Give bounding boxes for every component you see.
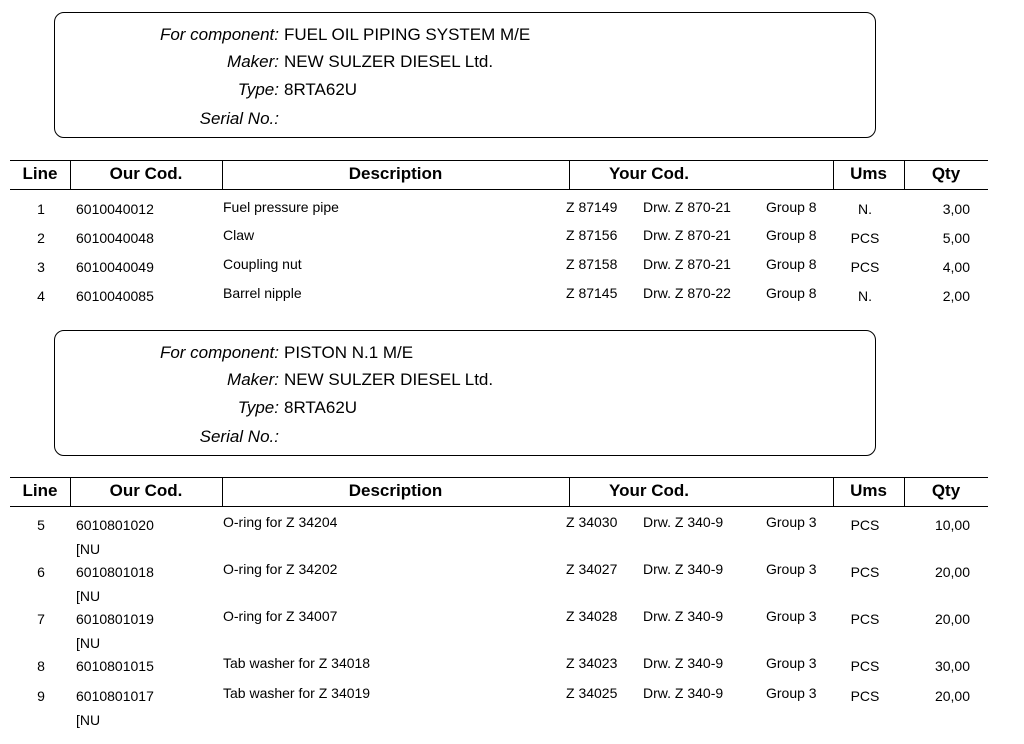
type-label: Type: xyxy=(237,80,279,99)
row-drawing: Drw. Z 870-21 xyxy=(643,199,731,215)
row-ums: PCS xyxy=(850,230,880,246)
row-our-cod: 6010801017 xyxy=(76,688,154,704)
row-description: Barrel nipple xyxy=(223,285,302,301)
row-line: 2 xyxy=(37,230,45,246)
row-ums: PCS xyxy=(850,658,880,674)
row-line: 7 xyxy=(37,611,45,627)
row-your-cod: Z 34028 xyxy=(566,608,618,624)
row-drawing: Drw. Z 340-9 xyxy=(643,514,724,530)
maker-value: NEW SULZER DIESEL Ltd. xyxy=(284,370,494,389)
row-ums: PCS xyxy=(850,259,880,275)
type-row xyxy=(55,80,877,109)
header-your-cod: Your Cod. xyxy=(609,481,689,500)
row-description: Coupling nut xyxy=(223,256,302,272)
table-header xyxy=(0,477,1024,507)
header-qty: Qty xyxy=(931,481,961,500)
row-drawing: Drw. Z 870-22 xyxy=(643,285,731,301)
row-drawing: Drw. Z 340-9 xyxy=(643,608,724,624)
header-our-cod: Our Cod. xyxy=(109,164,183,183)
row-group: Group 8 xyxy=(766,256,817,272)
component-box xyxy=(54,12,876,138)
row-our-cod: 6010801019 xyxy=(76,611,154,627)
row-our-cod: 6010040048 xyxy=(76,230,154,246)
row-line: 8 xyxy=(37,658,45,674)
type-value: 8RTA62U xyxy=(284,80,358,99)
row-drawing: Drw. Z 870-21 xyxy=(643,227,731,243)
table-row xyxy=(0,685,1024,728)
row-our-cod: 6010801020 xyxy=(76,517,154,533)
table-row xyxy=(0,561,1024,604)
header-line: Line xyxy=(22,164,58,183)
row-line: 4 xyxy=(37,288,45,304)
row-qty: 30,00 xyxy=(934,658,970,674)
row-qty: 20,00 xyxy=(934,611,970,627)
row-group: Group 3 xyxy=(766,608,817,624)
header-qty: Qty xyxy=(931,164,961,183)
row-our-cod: 6010801018 xyxy=(76,564,154,580)
row-your-cod: Z 34023 xyxy=(566,655,618,671)
header-ums: Ums xyxy=(850,481,887,500)
maker-row xyxy=(55,52,877,81)
row-qty: 4,00 xyxy=(942,259,970,275)
table-header xyxy=(0,160,1024,190)
row-your-cod: Z 87156 xyxy=(566,227,618,243)
row-line: 6 xyxy=(37,564,45,580)
table-row xyxy=(0,655,1024,688)
component-row xyxy=(55,25,877,54)
row-note: [NU xyxy=(76,635,101,651)
row-description: Claw xyxy=(223,227,255,243)
row-group: Group 3 xyxy=(766,685,817,701)
row-ums: PCS xyxy=(850,517,880,533)
row-line: 3 xyxy=(37,259,45,275)
row-your-cod: Z 34027 xyxy=(566,561,618,577)
for-component-value: FUEL OIL PIPING SYSTEM M/E xyxy=(284,25,531,44)
row-your-cod: Z 87149 xyxy=(566,199,618,215)
row-qty: 2,00 xyxy=(942,288,970,304)
type-row xyxy=(55,398,877,427)
row-our-cod: 6010040085 xyxy=(76,288,154,304)
type-value: 8RTA62U xyxy=(284,398,358,417)
header-your-cod: Your Cod. xyxy=(609,164,689,183)
row-ums: PCS xyxy=(850,611,880,627)
table-row xyxy=(0,256,1024,289)
row-drawing: Drw. Z 340-9 xyxy=(643,685,724,701)
row-our-cod: 6010040049 xyxy=(76,259,154,275)
header-description: Description xyxy=(348,164,443,183)
table-row xyxy=(0,514,1024,557)
row-description: O-ring for Z 34202 xyxy=(223,561,338,577)
row-note: [NU xyxy=(76,541,101,557)
row-note: [NU xyxy=(76,588,101,604)
row-ums: N. xyxy=(858,201,872,217)
row-ums: PCS xyxy=(850,688,880,704)
row-group: Group 3 xyxy=(766,514,817,530)
row-qty: 10,00 xyxy=(934,517,970,533)
row-ums: N. xyxy=(858,288,872,304)
row-line: 1 xyxy=(37,201,45,217)
maker-label: Maker: xyxy=(227,370,279,389)
row-group: Group 8 xyxy=(766,199,817,215)
row-qty: 20,00 xyxy=(934,564,970,580)
row-description: O-ring for Z 34204 xyxy=(223,514,338,530)
row-ums: PCS xyxy=(850,564,880,580)
serial-row xyxy=(55,427,877,456)
header-description: Description xyxy=(348,481,443,500)
header-our-cod: Our Cod. xyxy=(109,481,183,500)
row-group: Group 3 xyxy=(766,655,817,671)
row-your-cod: Z 34030 xyxy=(566,514,618,530)
component-box xyxy=(54,330,876,456)
header-ums: Ums xyxy=(850,164,887,183)
row-line: 5 xyxy=(37,517,45,533)
header-line: Line xyxy=(22,481,58,500)
for-component-label: For component: xyxy=(159,343,279,362)
row-description: Tab washer for Z 34018 xyxy=(223,655,371,671)
row-description: Tab washer for Z 34019 xyxy=(223,685,371,701)
row-your-cod: Z 34025 xyxy=(566,685,618,701)
row-drawing: Drw. Z 870-21 xyxy=(643,256,731,272)
maker-value: NEW SULZER DIESEL Ltd. xyxy=(284,52,494,71)
row-qty: 5,00 xyxy=(942,230,970,246)
row-description: O-ring for Z 34007 xyxy=(223,608,338,624)
maker-row xyxy=(55,370,877,399)
row-your-cod: Z 87158 xyxy=(566,256,618,272)
table-row xyxy=(0,201,1024,231)
serial-label: Serial No.: xyxy=(199,109,279,128)
row-note: [NU xyxy=(76,712,101,728)
type-label: Type: xyxy=(237,398,279,417)
maker-label: Maker: xyxy=(227,52,279,71)
row-description: Fuel pressure pipe xyxy=(223,199,339,215)
row-group: Group 8 xyxy=(766,227,817,243)
for-component-value: PISTON N.1 M/E xyxy=(284,343,414,362)
serial-row xyxy=(55,109,877,138)
row-group: Group 3 xyxy=(766,561,817,577)
row-drawing: Drw. Z 340-9 xyxy=(643,655,724,671)
row-your-cod: Z 87145 xyxy=(566,285,618,301)
row-qty: 20,00 xyxy=(934,688,970,704)
row-group: Group 8 xyxy=(766,285,817,301)
serial-label: Serial No.: xyxy=(199,427,279,446)
table-row xyxy=(0,227,1024,260)
row-our-cod: 6010801015 xyxy=(76,658,154,674)
table-row xyxy=(0,285,1024,318)
table-row xyxy=(0,608,1024,651)
row-our-cod: 6010040012 xyxy=(76,201,154,217)
row-qty: 3,00 xyxy=(942,201,970,217)
for-component-label: For component: xyxy=(159,25,279,44)
component-row xyxy=(55,343,877,372)
row-line: 9 xyxy=(37,688,45,704)
row-drawing: Drw. Z 340-9 xyxy=(643,561,724,577)
